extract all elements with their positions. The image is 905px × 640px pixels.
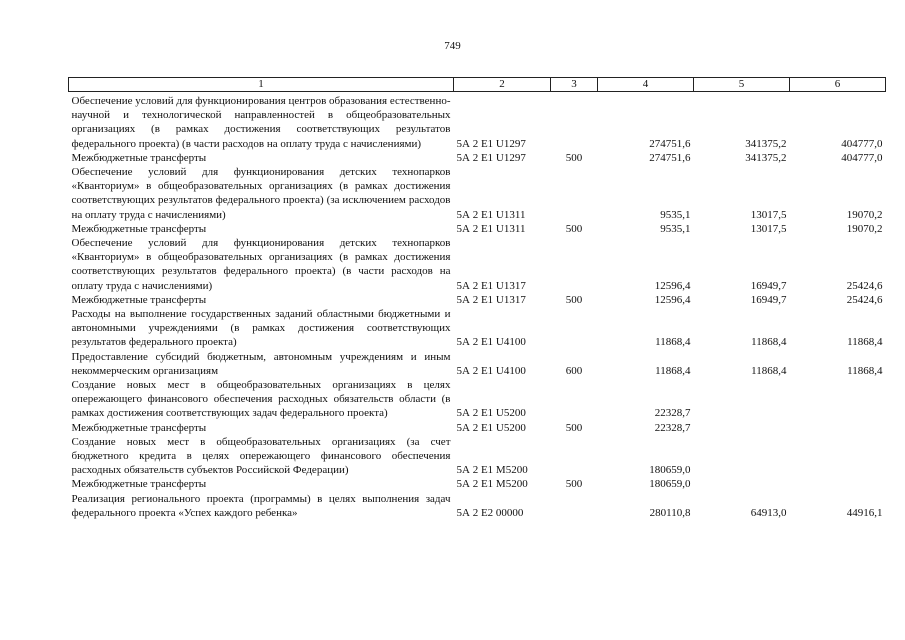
row-value-col4: 180659,0 xyxy=(649,478,691,491)
row-expense-type xyxy=(551,492,598,520)
row-name: Создание новых мест в общеобразовательных организациях в целях опережающего финансового обеспечения расходных обязательств области (в рамках достижения соответствующих задач федерального проекта) xyxy=(71,379,451,420)
row-name: Предоставление субсидий бюджетным, автономным учреждениям и иным некоммерческим организациям xyxy=(71,350,451,377)
row-value-col5 xyxy=(694,421,790,435)
row-value-col6: 11868,4 xyxy=(847,336,883,349)
row-name: Расходы на выполнение государственных заданий областными бюджетными и автономными учреждениями (в рамках достижения соответствующих результатов федерального проекта) xyxy=(71,308,451,349)
row-expense-type xyxy=(551,236,598,293)
row-code: 5А 2 Е1 U1317 xyxy=(456,279,526,292)
row-value-col5: 16949,7 xyxy=(750,279,787,292)
row-value-col5: 341375,2 xyxy=(745,137,787,150)
column-header: 4 xyxy=(598,78,694,92)
row-value-col5: 13017,5 xyxy=(750,208,787,221)
column-header: 1 xyxy=(69,78,454,92)
row-name: Обеспечение условий для функционирования детских технопарков «Кванториум» в общеобразовательных организациях (в рамках достижения соответствующих результатов федерального проекта) (за исключением расходов на оплату труда с начислениями) xyxy=(71,166,451,221)
row-name: Межбюджетные трансферты xyxy=(71,478,207,491)
row-value-col4: 22328,7 xyxy=(654,407,691,420)
row-code: 5А 2 Е1 U1311 xyxy=(456,208,526,221)
row-value-col6: 44916,1 xyxy=(846,506,883,519)
row-expense-type: 500 xyxy=(565,293,583,306)
table-row xyxy=(69,222,886,236)
table-row xyxy=(69,378,886,421)
row-name: Обеспечение условий для функционирования центров образования естественно-научной и технологической направленностей в общеобразовательных организациях (в рамках достижения соответствующих результатов федерального проекта) (в части расходов на оплату труда с начислениями) xyxy=(71,95,451,150)
row-value-col6: 404777,0 xyxy=(841,151,883,164)
row-value-col4: 11868,4 xyxy=(655,336,691,349)
row-value-col6: 25424,6 xyxy=(846,279,883,292)
row-value-col5: 11868,4 xyxy=(751,336,787,349)
row-value-col4: 180659,0 xyxy=(649,464,691,477)
row-code: 5А 2 Е1 U5200 xyxy=(456,421,526,434)
row-code: 5А 2 Е2 00000 xyxy=(456,506,524,519)
table-body xyxy=(69,92,886,521)
table-row xyxy=(69,477,886,491)
table-row xyxy=(69,307,886,350)
row-expense-type xyxy=(551,435,598,478)
table-row xyxy=(69,92,886,151)
row-code: 5А 2 Е1 M5200 xyxy=(456,464,528,477)
row-value-col4: 274751,6 xyxy=(649,137,691,150)
column-number-header-row xyxy=(69,78,886,92)
row-value-col6: 19070,2 xyxy=(846,222,883,235)
row-code: 5А 2 Е1 U4100 xyxy=(456,364,526,377)
row-value-col5: 341375,2 xyxy=(745,151,787,164)
row-expense-type: 500 xyxy=(565,222,583,235)
row-value-col6: 19070,2 xyxy=(846,208,883,221)
row-expense-type xyxy=(551,165,598,222)
row-value-col5: 11868,4 xyxy=(751,364,787,377)
row-value-col5 xyxy=(694,378,790,421)
row-value-col5 xyxy=(694,435,790,478)
column-header: 2 xyxy=(454,78,551,92)
row-name: Межбюджетные трансферты xyxy=(71,421,207,434)
table-row xyxy=(69,350,886,378)
row-name: Межбюджетные трансферты xyxy=(71,222,207,235)
row-name: Создание новых мест в общеобразовательных организациях (за счет бюджетного кредита в целях опережающего финансового обеспечения расходных обязательств субъектов Российской Федерации) xyxy=(71,435,451,477)
row-value-col6: 25424,6 xyxy=(846,293,883,306)
row-value-col6 xyxy=(790,477,886,491)
table-row xyxy=(69,165,886,222)
row-code: 5А 2 Е1 M5200 xyxy=(456,478,528,491)
row-name: Межбюджетные трансферты xyxy=(71,151,207,164)
table-row xyxy=(69,236,886,293)
row-code: 5А 2 Е1 U4100 xyxy=(456,336,526,349)
row-name: Обеспечение условий для функционирования детских технопарков «Кванториум» в общеобразовательных организациях (в рамках достижения соответствующих результатов федерального проекта) (в части расходов на оплату труда с начислениями) xyxy=(71,237,451,292)
row-expense-type: 500 xyxy=(565,151,583,164)
row-value-col6: 404777,0 xyxy=(841,137,883,150)
row-code: 5А 2 Е1 U1317 xyxy=(456,293,526,306)
column-header: 3 xyxy=(551,78,598,92)
row-value-col4: 12596,4 xyxy=(654,279,691,292)
row-code: 5А 2 Е1 U5200 xyxy=(456,407,526,420)
table-row xyxy=(69,151,886,165)
row-value-col4: 22328,7 xyxy=(654,421,691,434)
row-value-col4: 9535,1 xyxy=(660,222,691,235)
row-expense-type: 600 xyxy=(565,364,583,377)
table-row xyxy=(69,421,886,435)
table-row xyxy=(69,293,886,307)
page-number: 749 xyxy=(444,40,461,52)
column-header: 5 xyxy=(694,78,790,92)
row-code: 5А 2 Е1 U1311 xyxy=(456,222,526,235)
row-expense-type: 500 xyxy=(565,421,583,434)
row-value-col5: 16949,7 xyxy=(750,293,787,306)
table-row xyxy=(69,492,886,520)
row-value-col6 xyxy=(790,421,886,435)
row-value-col6 xyxy=(790,378,886,421)
row-value-col4: 11868,4 xyxy=(655,364,691,377)
row-value-col6: 11868,4 xyxy=(847,364,883,377)
row-name: Межбюджетные трансферты xyxy=(71,293,207,306)
row-value-col4: 280110,8 xyxy=(649,506,691,519)
row-value-col5: 13017,5 xyxy=(750,222,787,235)
row-value-col6 xyxy=(790,435,886,478)
row-code: 5А 2 Е1 U1297 xyxy=(456,151,526,164)
table-row xyxy=(69,435,886,478)
budget-table xyxy=(68,77,886,520)
row-expense-type: 500 xyxy=(565,478,583,491)
row-code: 5А 2 Е1 U1297 xyxy=(456,137,526,150)
row-name: Реализация регионального проекта (программы) в целях выполнения задач федерального проекта «Успех каждого ребенка» xyxy=(71,492,451,519)
row-expense-type xyxy=(551,378,598,421)
row-value-col5: 64913,0 xyxy=(750,506,787,519)
row-value-col4: 9535,1 xyxy=(660,208,691,221)
row-expense-type xyxy=(551,307,598,350)
row-value-col4: 274751,6 xyxy=(649,151,691,164)
row-value-col5 xyxy=(694,477,790,491)
column-header: 6 xyxy=(790,78,886,92)
row-expense-type xyxy=(551,92,598,151)
row-value-col4: 12596,4 xyxy=(654,293,691,306)
